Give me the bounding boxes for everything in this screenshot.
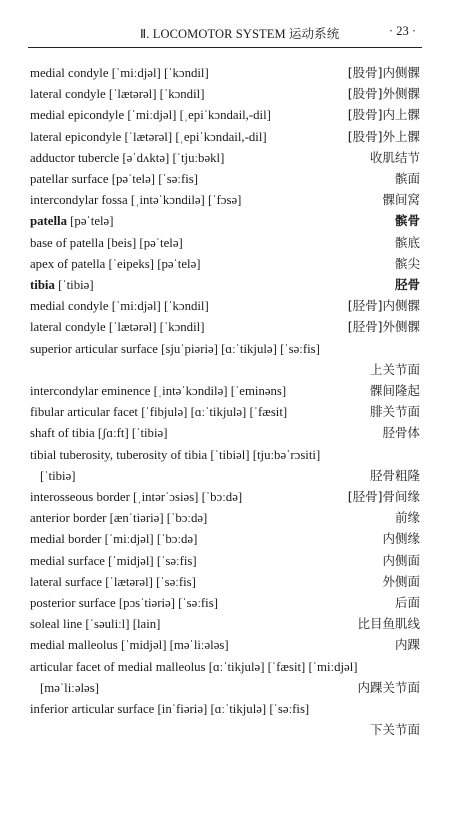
entry-chinese: 胫骨体 [382,425,420,441]
entry-english: medial malleolus [ˈmidjəl] [məˈliːələs] [30,638,229,653]
entry-english: articular facet of medial malleolus [ɑːˈtikjulə] [ˈfæsit] [ˈmiːdjəl] [30,659,358,674]
entry-english: [pəˈtelə] [66,214,114,229]
entry-term [30,62,209,84]
entry-english: superior articular surface [sjuˈpiəriə] [ɑːˈtikjulə] [ˈsəːfis] [30,341,320,356]
entry-english: tibial tuberosity, tuberosity of tibia [ˈtibiəl] [tjuːbəˈrɔsiti] [30,447,321,462]
entry-english: lateral surface [ˈlætərəl] [ˈsəːfis] [30,574,196,589]
entry-english: medial surface [ˈmidjəl] [ˈsəːfis] [30,553,197,568]
entry-english: intercondylar fossa [ˌintəˈkɔndilə] [ˈfɔsə] [30,193,242,208]
entry-term [30,550,197,572]
entry-chinese: [股骨]外上髁 [347,128,420,144]
entry-line [30,528,420,550]
header-rule [28,47,422,48]
entry-line [30,274,420,296]
entry-english: apex of patella [ˈeipeks] [pəˈtelə] [30,256,201,271]
entry-english: posterior surface [pɔsˈtiəriə] [ˈsəːfis] [30,596,218,610]
entry-line [30,634,420,656]
entry-line [30,486,420,508]
entry-english: lateral epicondyle [ˈlætərəl] [ˌepiˈkɔndail,-dil] [30,129,267,144]
entry-line [30,507,420,529]
entry-chinese: [胫骨]内侧髁 [347,298,420,314]
entry-line [30,401,420,423]
entry-english: lateral condyle [ˈlætərəl] [ˈkɔndil] [30,320,205,335]
entry-chinese: [股骨]内侧髁 [347,65,420,80]
entry-english: interosseous border [ˌintərˈɔsiəs] [ˈbɔːdə] [30,490,243,504]
entry-line [30,62,420,84]
section-title: Ⅱ. LOCOMOTOR SYSTEM 运动系统 [140,27,340,41]
entry-chinese: 上关节面 [369,361,420,377]
entry-term [30,316,204,338]
entry-term [30,274,94,296]
entry-english: [ˈtibiə] [54,278,94,292]
entry-term [40,465,76,487]
entry-line [30,444,420,466]
entry-line [30,550,420,572]
entry-line [30,592,420,614]
entry-line [30,295,420,317]
entry-chinese: 胫骨粗隆 [369,467,420,483]
entry-line [30,253,420,275]
entry-chinese: 收肌结节 [369,149,420,165]
entry-term [30,444,320,466]
entry-english: medial border [ˈmiːdjəl] [ˈbɔːdə] [30,532,198,547]
entry-chinese: [股骨]内上髁 [347,107,420,123]
entry-line [30,168,420,190]
entry-term [30,507,207,529]
entry-term [30,126,267,148]
entry-term [30,486,242,508]
entry-chinese: 内踝 [394,637,420,653]
entry-term [30,210,114,232]
entry-chinese: 髌骨 [394,213,420,229]
entry-chinese: 髌底 [394,234,420,250]
entry-term [30,168,198,190]
entry-term [30,613,160,635]
entry-chinese: 外侧面 [382,573,420,589]
entry-line [30,147,420,169]
entry-line [30,380,420,402]
entry-line [30,422,420,444]
entry-term [30,189,241,211]
entry-chinese: 髌尖 [394,255,420,271]
entry-term [30,698,309,720]
entry-chinese: [股骨]外侧髁 [347,86,420,102]
entry-chinese: 后面 [394,595,420,610]
entry-english: lateral condyle [ˈlætərəl] [ˈkɔndil] [30,87,205,102]
entry-line [30,316,420,338]
entry-chinese: 腓关节面 [369,404,420,420]
entry-term [40,677,99,699]
entry-chinese: 前缘 [394,510,420,526]
entry-english: fibular articular facet [ˈfibjulə] [ɑːˈtikjulə] [ˈfæsit] [30,405,288,420]
entry-english: medial condyle [ˈmiːdjəl] [ˈkɔndil] [30,66,209,80]
page-header [28,14,422,48]
entry-chinese: 髁间窝 [382,192,420,208]
entry-line [30,571,420,593]
entry-english: base of patella [beis] [pəˈtelə] [30,235,183,250]
entry-line [30,613,420,635]
entry-line [30,677,420,699]
entry-english: [ˈtibiə] [40,468,76,483]
entry-line [30,338,420,360]
entry-term [30,83,204,105]
entry-line [30,359,420,381]
entry-line [30,210,420,232]
entry-chinese: 下关节面 [369,722,420,738]
entry-term [30,634,229,656]
entry-line [30,83,420,105]
entry-term [30,338,320,360]
entry-term [30,656,358,678]
entry-chinese: 髌面 [394,171,420,186]
entry-chinese: [胫骨]外侧髁 [347,319,420,335]
entry-term [30,380,286,402]
entry-line [30,189,420,211]
entry-term [30,401,287,423]
entry-chinese: 胫骨 [394,277,420,292]
entry-english: soleal line [ˈsəuliːl] [lain] [30,617,161,632]
entry-term [30,592,218,614]
entry-english: anterior border [ænˈtiəriə] [ˈbɔːdə] [30,511,208,526]
entry-headword: tibia [30,278,55,292]
entry-english: intercondylar eminence [ˌintəˈkɔndilə] [ˈeminəns] [30,384,287,398]
entry-line [30,104,420,126]
entry-english: inferior articular surface [inˈfiəriə] [ɑːˈtikjulə] [ˈsəːfis] [30,702,310,716]
entry-term [30,147,224,169]
entry-english: adductor tubercle [əˈdʌktə] [ˈtjuːbəkl] [30,150,225,165]
entry-english: medial epicondyle [ˈmiːdjəl] [ˌepiˈkɔndail,-dil] [30,108,271,123]
entry-line [30,719,420,741]
entry-term [30,422,167,444]
entry-english: patellar surface [pəˈtelə] [ˈsəːfis] [30,172,199,186]
entry-term [30,295,209,317]
entry-chinese: 内侧缘 [382,531,420,547]
entry-term [30,232,183,254]
entry-english: medial condyle [ˈmiːdjəl] [ˈkɔndil] [30,299,209,314]
entry-term [30,571,196,593]
entry-chinese: 内侧面 [382,552,420,568]
entry-chinese: 髁间隆起 [369,383,420,398]
entry-headword: patella [30,214,67,229]
entry-term [30,104,271,126]
entry-chinese: 比目鱼肌线 [357,616,420,632]
page-number: · 23 · [388,24,416,38]
entry-term [30,528,197,550]
entry-line [30,465,420,487]
entry-line [30,656,420,678]
entry-chinese: 内踝关节面 [357,679,420,695]
entry-english: shaft of tibia [ʃɑːft] [ˈtibiə] [30,426,168,441]
entry-line [30,126,420,148]
entry-line [30,232,420,254]
entry-line [30,698,420,720]
entry-chinese: [胫骨]骨间缘 [347,489,420,504]
entry-term [30,253,201,275]
entry-english: [məˈliːələs] [40,680,99,695]
